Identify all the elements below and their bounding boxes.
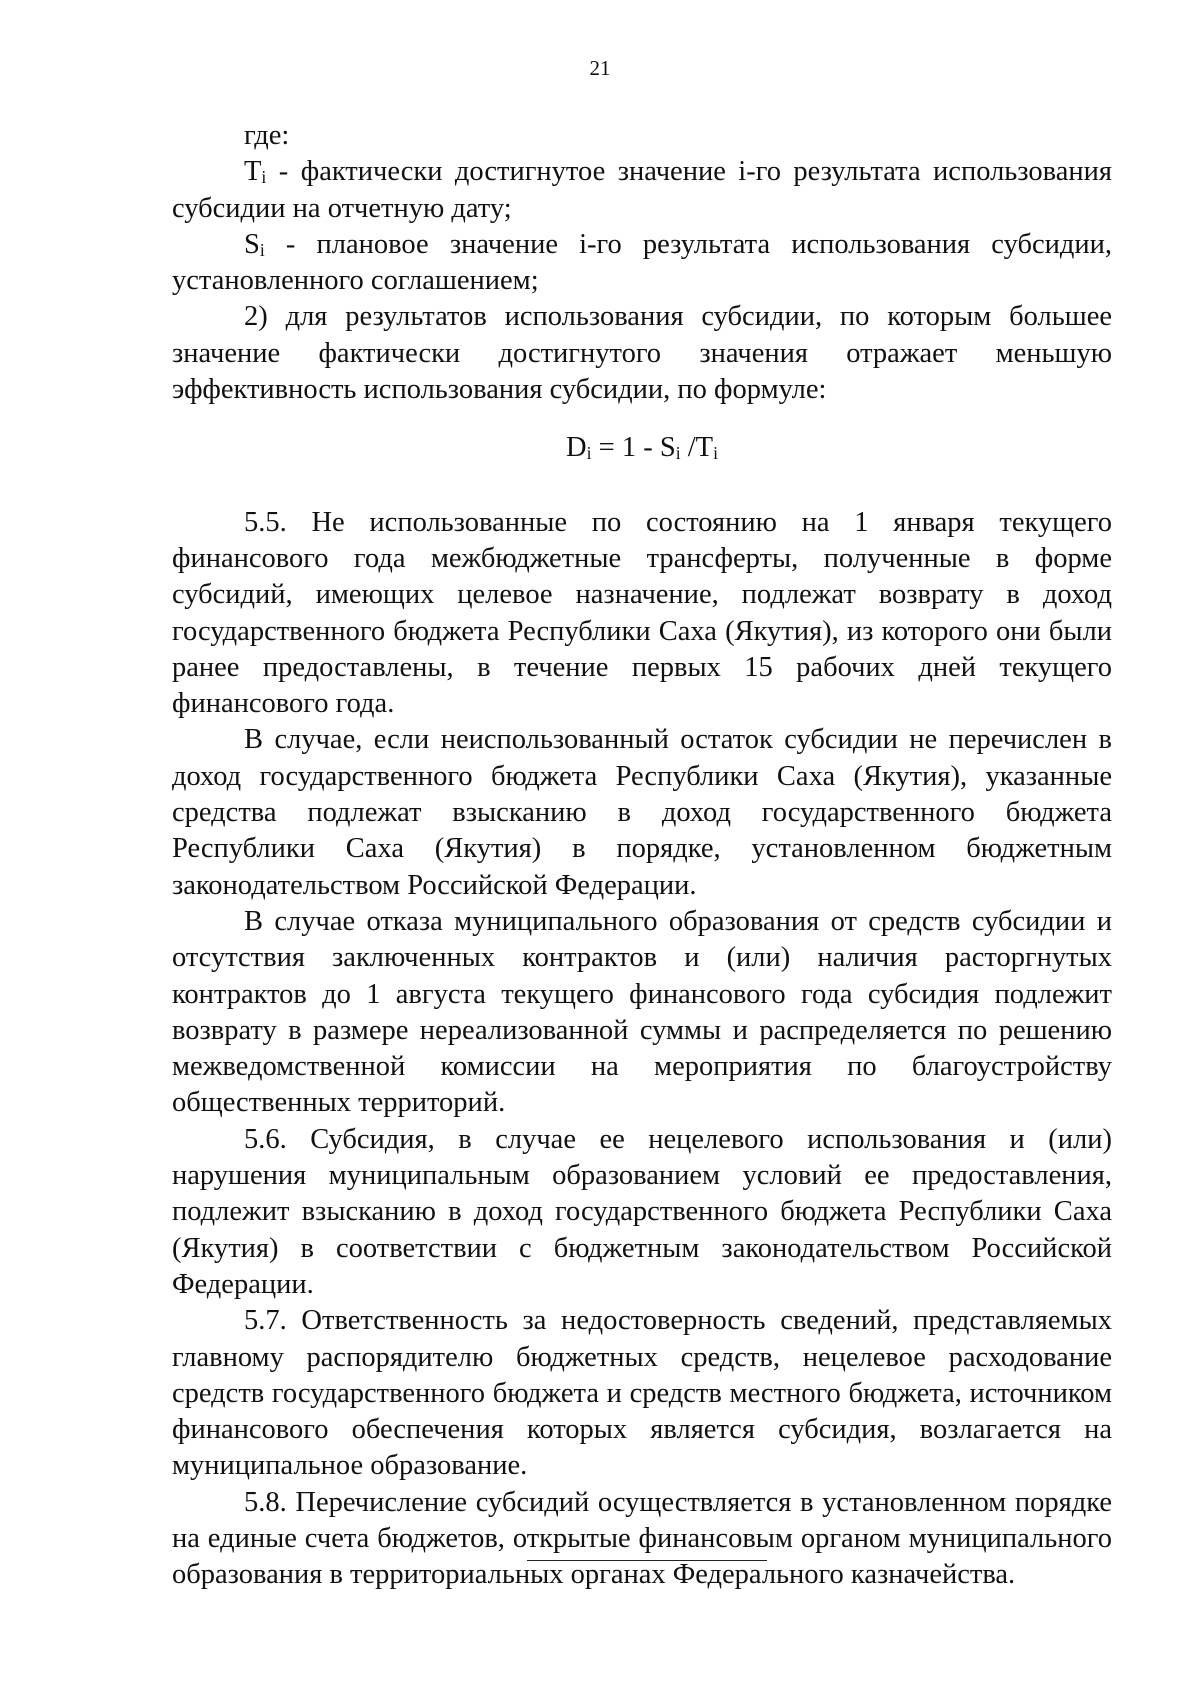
ti-symbol: T <box>244 156 262 188</box>
si-symbol: S <box>244 228 260 260</box>
formula-d: D <box>566 432 587 464</box>
paragraph-5-5-unspent-balance: В случае, если неиспользованный остаток субсидии не перечислен в доход государственного бюджета Республики Саха (Якутия), указанные средства подлежат взысканию в доход государственного бюджета Республики Саха (Якутия) в порядке, установленном бюджетным законодательством Российской Федерации. <box>172 724 1112 901</box>
formula-div: /T <box>680 432 714 464</box>
page-number: 21 <box>589 56 611 80</box>
paragraph-ti-definition <box>172 154 1112 227</box>
formula-d-subscript: i <box>586 443 592 464</box>
paragraph-5-5-refusal: В случае отказа муниципального образования от средств субсидии и отсутствия заключенных контрактов и (или) наличия расторгнутых контрактов до 1 августа текущего финансового года субсидия подлежит возврату в размере нереализованной суммы и распределяется по решению межведомственной комиссии на мероприятия по благоустройству общественных территорий. <box>172 905 1112 1119</box>
paragraph-5-6: 5.6. Субсидия, в случае ее нецелевого использования и (или) нарушения муниципальным образованием условий ее предоставления, подлежит взысканию в доход государственного бюджета Республики Саха (Якутия) в соответствии с бюджетным законодательством Российской Федерации. <box>172 1123 1112 1300</box>
paragraph-item-2: 2) для результатов использования субсидии, по которым большее значение фактически достигнутого значения отражает меньшую эффективность использования субсидии, по формуле: <box>172 301 1112 406</box>
document-body <box>172 118 1112 1594</box>
paragraph-5-5: 5.5. Не использованные по состоянию на 1 января текущего финансового года межбюджетные трансферты, полученные в форме субсидий, имеющих целевое назначение, подлежат возврату в доход государственного бюджета Республики Саха (Якутия), из которого они были ранее предоставлены, в течение первых 15 рабочих дней текущего финансового года. <box>172 506 1112 720</box>
si-definition: - плановое значение i-го результата использования субсидии, установленного соглашением; <box>172 228 1112 297</box>
formula-s-subscript: i <box>675 443 681 464</box>
paragraph-where <box>172 118 1112 154</box>
formula <box>172 430 1112 466</box>
paragraph-si-definition <box>172 227 1112 300</box>
formula-t-subscript: i <box>713 443 718 464</box>
end-divider-line <box>527 1560 767 1561</box>
where-label: где: <box>244 120 290 151</box>
si-subscript: i <box>259 239 265 260</box>
paragraph-5-8: 5.8. Перечисление субсидий осуществляется в установленном порядке на единые счета бюджетов, открытые финансовым органом муниципального образования в территориальных органах Федерального казначейства. <box>172 1486 1112 1591</box>
ti-definition: - фактически достигнутое значение i-го результата использования субсидии на отчетную дату; <box>172 156 1112 224</box>
ti-subscript: i <box>261 167 267 188</box>
paragraph-5-7: 5.7. Ответственность за недостоверность сведений, представляемых главному распорядителю бюджетных средств, нецелевое расходование средств государственного бюджета и средств местного бюджета, источником финансового обеспечения которых является субсидия, возлагается на муниципальное образование. <box>172 1305 1112 1482</box>
formula-eq: = 1 - S <box>591 432 676 464</box>
